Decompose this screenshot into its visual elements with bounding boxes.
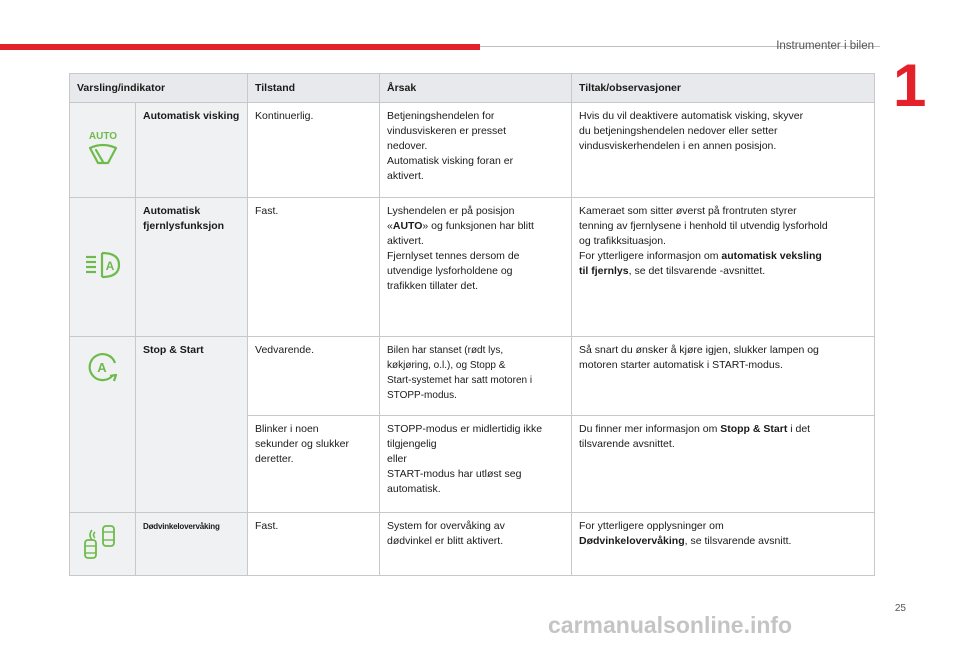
- indicator-name: Automatisk fjernlysfunksjon: [136, 198, 248, 337]
- state-cell: Kontinuerlig.: [248, 103, 380, 198]
- state-cell: Vedvarende.: [248, 337, 380, 416]
- blind-spot-monitoring-icon: [81, 524, 125, 560]
- cause-cell: Betjeningshendelen for vindusviskeren er presset nedover. Automatisk visking foran er aktivert.: [380, 103, 572, 198]
- svg-text:A: A: [96, 360, 107, 375]
- page-number: 25: [894, 603, 906, 614]
- table-row: [70, 337, 875, 416]
- indicator-table: [69, 73, 875, 576]
- header-red-bar: [0, 44, 480, 50]
- svg-text:AUTO: AUTO: [88, 130, 117, 142]
- table-header-row: [70, 74, 875, 103]
- svg-text:A: A: [105, 258, 114, 273]
- col-header-action: Tiltak/observasjoner: [572, 74, 875, 103]
- indicator-icon-cell: [70, 513, 136, 576]
- cause-cell: System for overvåking av dødvinkel er blitt aktivert.: [380, 513, 572, 576]
- indicator-icon-cell: [70, 103, 136, 198]
- section-title: Instrumenter i bilen: [776, 40, 874, 52]
- indicator-name: Dødvinkelovervåking: [136, 513, 248, 576]
- col-header-state: Tilstand: [248, 74, 380, 103]
- cause-cell: Bilen har stanset (rødt lys, køkjøring, o.l.), og Stopp & Start-systemet har satt motoren i STOPP-modus.: [380, 337, 572, 416]
- action-cell: Du finner mer informasjon om Stopp & Start i det tilsvarende avsnittet.: [572, 416, 875, 513]
- action-cell: Kameraet som sitter øverst på frontruten styrer tenning av fjernlysene i henhold til utvendig lysforhold og trafikksituasjon. For ytterligere informasjon om automatisk veksling til fjernlys, se det tilsvarende -avsnittet.: [572, 198, 875, 337]
- indicator-icon-cell: [70, 198, 136, 337]
- state-cell: Blinker i noen sekunder og slukker deretter.: [248, 416, 380, 513]
- auto-high-beam-icon: [83, 251, 123, 279]
- col-header-cause: Årsak: [380, 74, 572, 103]
- cause-cell: Lyshendelen er på posisjon «AUTO» og funksjonen har blitt aktivert. Fjernlyset tennes dersom de utvendige lysforholdene og trafikken tillater det.: [380, 198, 572, 337]
- action-cell: Så snart du ønsker å kjøre igjen, slukker lampen og motoren starter automatisk i START-modus.: [572, 337, 875, 416]
- chapter-number: 1: [893, 52, 927, 119]
- indicator-name: Stop & Start: [136, 337, 248, 513]
- table-row: [70, 513, 875, 576]
- stop-start-icon: [85, 351, 121, 383]
- table-row: [70, 103, 875, 198]
- table-row: [70, 198, 875, 337]
- indicator-icon-cell: [70, 337, 136, 513]
- action-cell: For ytterligere opplysninger om Dødvinkelovervåking, se tilsvarende avsnitt.: [572, 513, 875, 576]
- indicator-name: Automatisk visking: [136, 103, 248, 198]
- action-cell: Hvis du vil deaktivere automatisk visking, skyver du betjeningshendelen nedover eller setter vindusviskerhendelen i en annen posisjon.: [572, 103, 875, 198]
- state-cell: Fast.: [248, 198, 380, 337]
- auto-wiper-icon: [81, 128, 125, 168]
- col-header-indicator: Varsling/indikator: [70, 74, 248, 103]
- cause-cell: STOPP-modus er midlertidig ikke tilgjengelig eller START-modus har utløst seg automatisk.: [380, 416, 572, 513]
- state-cell: Fast.: [248, 513, 380, 576]
- watermark: carmanualsonline.info: [548, 612, 793, 638]
